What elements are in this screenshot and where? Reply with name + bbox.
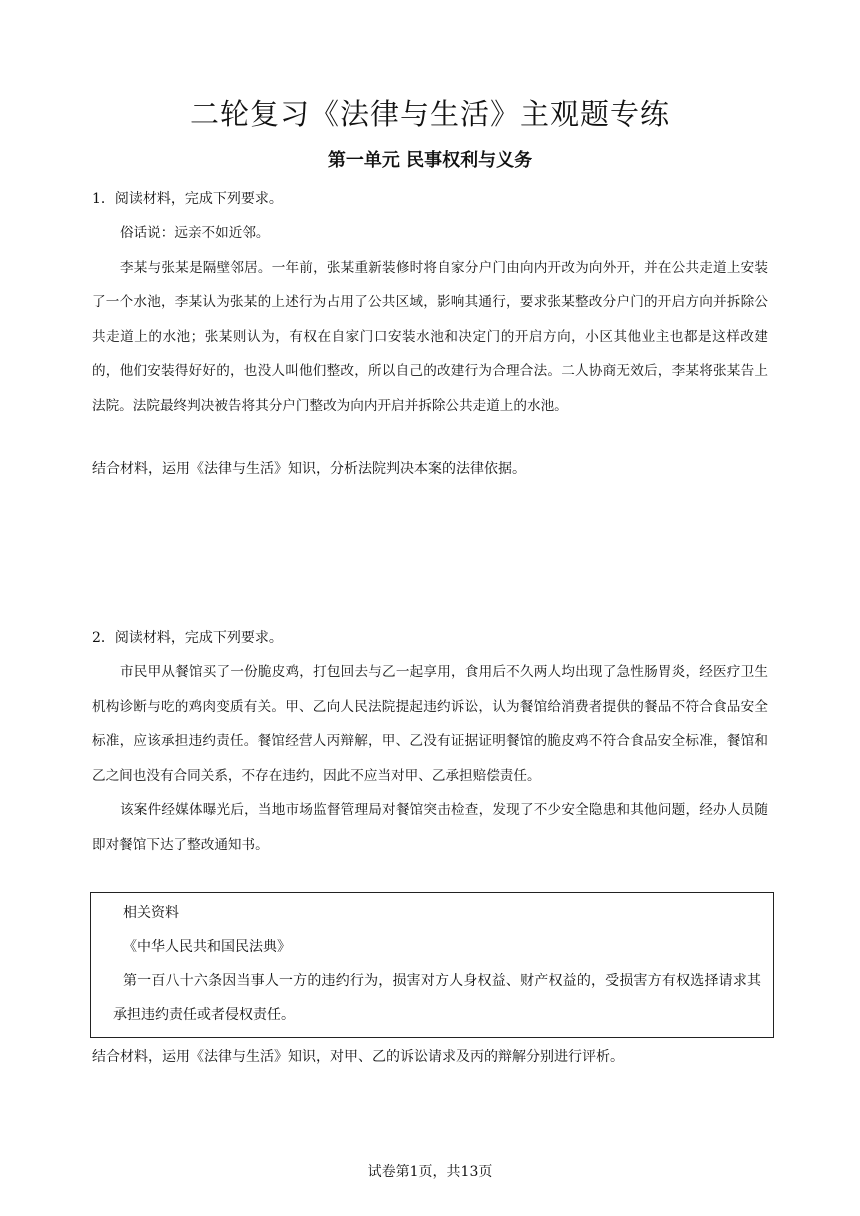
question-2-prompt: 2．阅读材料，完成下列要求。 — [92, 630, 283, 646]
question-1-task-block — [92, 452, 768, 486]
reference-law-name: 《中华人民共和国民法典》 — [123, 939, 291, 955]
reference-box — [90, 892, 774, 1038]
question-2-paragraph: 该案件经媒体曝光后，当地市场监督管理局对餐馆突击检查，发现了不少安全隐患和其他问题，经办人员随即对餐馆下达了整改通知书。 — [92, 802, 768, 853]
unit-heading: 第一单元 民事权利与义务 — [327, 150, 533, 171]
question-2 — [92, 621, 768, 862]
question-2-task-block — [92, 1040, 768, 1074]
page-title: 二轮复习《法律与生活》主观题专练 — [189, 97, 670, 131]
question-1-prompt: 1．阅读材料，完成下列要求。 — [92, 191, 283, 207]
reference-heading: 相关资料 — [123, 905, 179, 921]
question-1-paragraph: 李某与张某是隔壁邻居。一年前，张某重新装修时将自家分户门由向内开改为向外开，并在公共走道上安装了一个水池，李某认为张某的上述行为占用了公共区域，影响其通行，要求张某整改分户门的开启方向并拆除公共走道上的水池；张某则认为，有权在自家门口安装水池和决定门的开启方向，小区其他业主也都是这样改建的，他们安装得好好的，也没人叫他们整改，所以自己的改建行为合理合法。二人协商无效后，李某将张某告上法院。法院最终判决被告将其分户门整改为向内开启并拆除公共走道上的水池。 — [92, 259, 768, 414]
question-2-task: 结合材料，运用《法律与生活》知识，对甲、乙的诉讼请求及丙的辩解分别进行评析。 — [92, 1049, 624, 1065]
question-1 — [92, 182, 768, 423]
reference-article: 第一百八十六条因当事人一方的违约行为，损害对方人身权益、财产权益的，受损害方有权选择请求其承担违约责任或者侵权责任。 — [113, 973, 761, 1023]
question-1-task: 结合材料，运用《法律与生活》知识，分析法院判决本案的法律依据。 — [92, 461, 526, 477]
page-footer: 试卷第1页，共13页 — [367, 1164, 493, 1180]
question-2-paragraph: 市民甲从餐馆买了一份脆皮鸡，打包回去与乙一起享用，食用后不久两人均出现了急性肠胃炎，经医疗卫生机构诊断与吃的鸡肉变质有关。甲、乙向人民法院提起违约诉讼，认为餐馆给消费者提供的餐品不符合食品安全标准，应该承担违约责任。餐馆经营人丙辩解，甲、乙没有证据证明餐馆的脆皮鸡不符合食品安全标准，餐馆和乙之间也没有合同关系，不存在违约，因此不应当对甲、乙承担赔偿责任。 — [92, 664, 768, 784]
question-1-paragraph: 俗话说：远亲不如近邻。 — [120, 225, 270, 241]
